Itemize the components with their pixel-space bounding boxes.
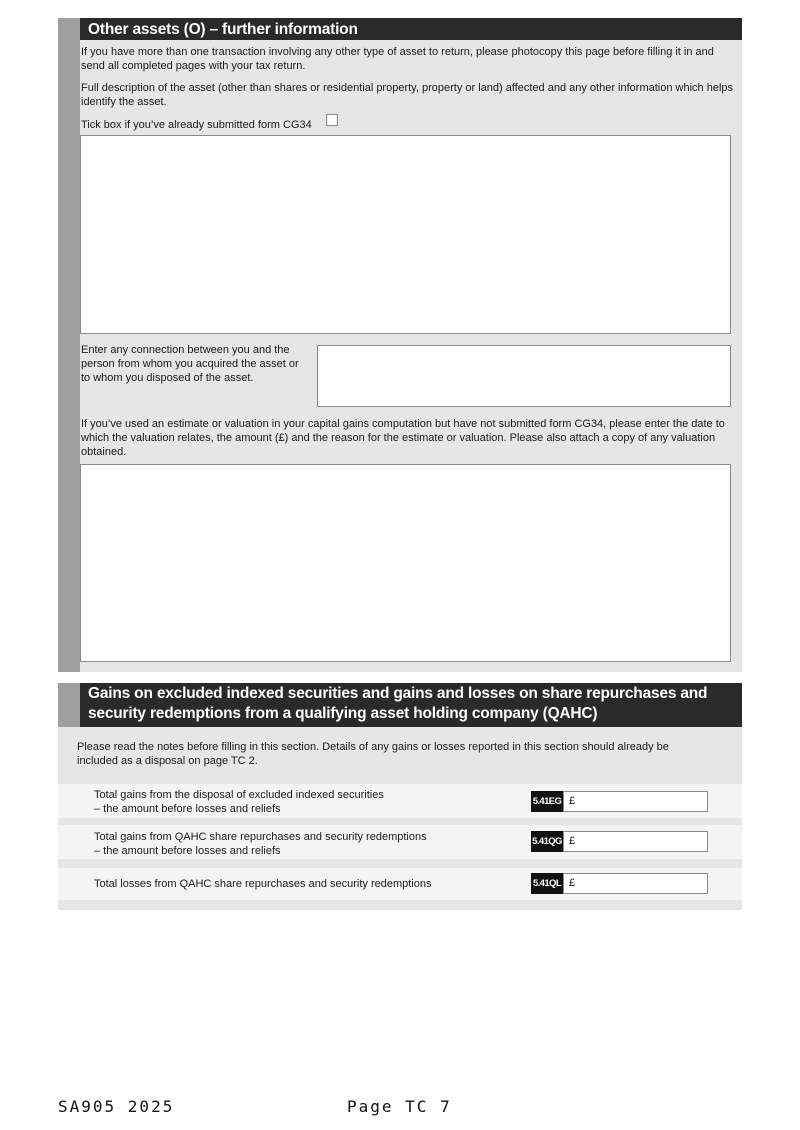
qahc-title: Gains on excluded indexed securities and gains and losses on share repurchases and security redemptions from a qualifying asset holding company (QAHC)	[88, 685, 708, 722]
excluded-gains-label	[94, 788, 384, 816]
row-label-line1: Total gains from QAHC share repurchases and security redemptions	[94, 831, 427, 843]
currency-symbol: £	[569, 795, 576, 807]
box-code-5-41ql: 5.41QL	[531, 873, 563, 894]
box-code-5-41qg: 5.41QG	[531, 831, 563, 852]
qahc-gains-input[interactable]	[563, 831, 708, 852]
section-side-tab	[58, 18, 80, 672]
connection-field[interactable]	[317, 345, 731, 407]
currency-symbol: £	[569, 877, 576, 889]
valuation-instructions: If you’ve used an estimate or valuation in your capital gains computation but have not submitted form CG34, please enter the date to which the valuation relates, the amount (£) and the reason for the estimate or valuation. Please also attach a copy of any valuation obtained.	[81, 418, 725, 458]
asset-description-field[interactable]	[80, 135, 731, 334]
cg34-checkbox[interactable]	[326, 114, 338, 126]
description-instructions: Full description of the asset (other than shares or residential property, property or land) affected and any other information which helps identify the asset.	[81, 82, 734, 108]
qahc-title-tab	[58, 683, 80, 727]
currency-symbol: £	[569, 835, 576, 847]
other-assets-title: Other assets (O) – further information	[88, 21, 358, 38]
valuation-field[interactable]	[80, 464, 731, 662]
cg34-label: Tick box if you’ve already submitted form CG34	[81, 119, 312, 131]
connection-label: Enter any connection between you and the person from whom you acquired the asset or to whom you disposed of the asset.	[81, 344, 299, 384]
row-label-line2: – the amount before losses and reliefs	[94, 803, 281, 815]
row-label-line1: Total losses from QAHC share repurchases and security redemptions	[94, 878, 432, 890]
form-id: SA905 2025	[58, 1097, 175, 1116]
qahc-losses-input[interactable]	[563, 873, 708, 894]
row-label-line1: Total gains from the disposal of excluded indexed securities	[94, 789, 384, 801]
qahc-intro: Please read the notes before filling in this section. Details of any gains or losses reported in this section should already be included as a disposal on page TC 2.	[77, 741, 669, 767]
row-label-line2: – the amount before losses and reliefs	[94, 845, 281, 857]
photocopy-instructions: If you have more than one transaction involving any other type of asset to return, please photocopy this page before filling it in and send all completed pages with your tax return.	[81, 46, 714, 72]
excluded-gains-input[interactable]	[563, 791, 708, 812]
page-number: Page TC 7	[347, 1097, 452, 1116]
qahc-losses-label	[94, 877, 431, 891]
box-code-5-41eg: 5.41EG	[531, 791, 563, 812]
section-title-tab	[58, 18, 80, 40]
qahc-gains-label	[94, 830, 427, 858]
